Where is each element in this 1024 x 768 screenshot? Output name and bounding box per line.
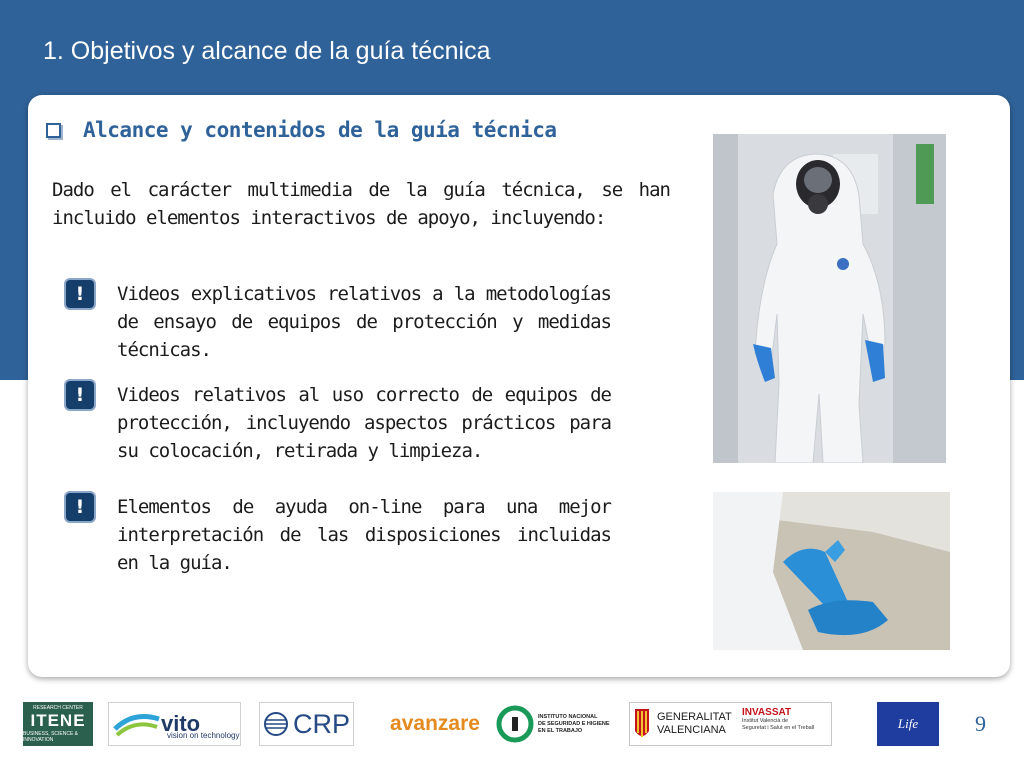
insht-logo: INSTITUTO NACIONAL DE SEGURIDAD E HIGIENE EN EL TRABAJO [496,702,614,746]
coat-of-arms-icon [633,705,651,743]
protective-suit-photo [713,134,946,463]
bullet-text: Elementos de ayuda on-line para una mejor interpretación de las disposiciones incluidas en la guía. [117,496,611,574]
generalitat-invassat-logo: GENERALITAT VALENCIANA INVASSAT Institut Valencià de Seguretat i Salut en el Treball [629,702,832,746]
exclamation-icon: ! [66,381,94,409]
bullet-text: Videos explicativos relativos a la metodologías de ensayo de equipos de protección y medidas técnicas. [117,283,611,361]
section-heading [46,118,557,142]
bullet-item [66,381,612,465]
checkbox-bullet-icon [46,123,61,138]
crp-globe-icon [263,711,289,737]
vito-logo: vito vision on technology [108,702,241,746]
bullet-text: Videos relativos al uso correcto de equipos de protección, incluyendo aspectos prácticos para su colocación, retirada y limpieza. [117,384,611,462]
itene-logo: RESEARCH CENTER ITENE BUSINESS, SCIENCE & INNOVATION [23,702,93,746]
crp-logo: CRP [259,702,354,746]
insht-emblem-icon [496,705,534,743]
vito-swoosh-icon [113,709,161,739]
bullet-item [66,280,612,364]
avanzare-logo: avanzare [390,712,480,735]
eu-life-logo: Life [877,702,939,746]
page-number: 9 [975,711,986,736]
bullet-item [66,493,612,577]
exclamation-icon: ! [66,280,94,308]
section-heading-text: Alcance y contenidos de la guía técnica [83,118,557,142]
intro-paragraph: Dado el carácter multimedia de la guía técnica, se han incluido elementos interactivos de apoyo, incluyendo: [52,179,670,229]
slide-title: 1. Objetivos y alcance de la guía técnica [43,37,491,65]
exclamation-icon: ! [66,493,94,521]
gloves-photo [713,492,950,650]
